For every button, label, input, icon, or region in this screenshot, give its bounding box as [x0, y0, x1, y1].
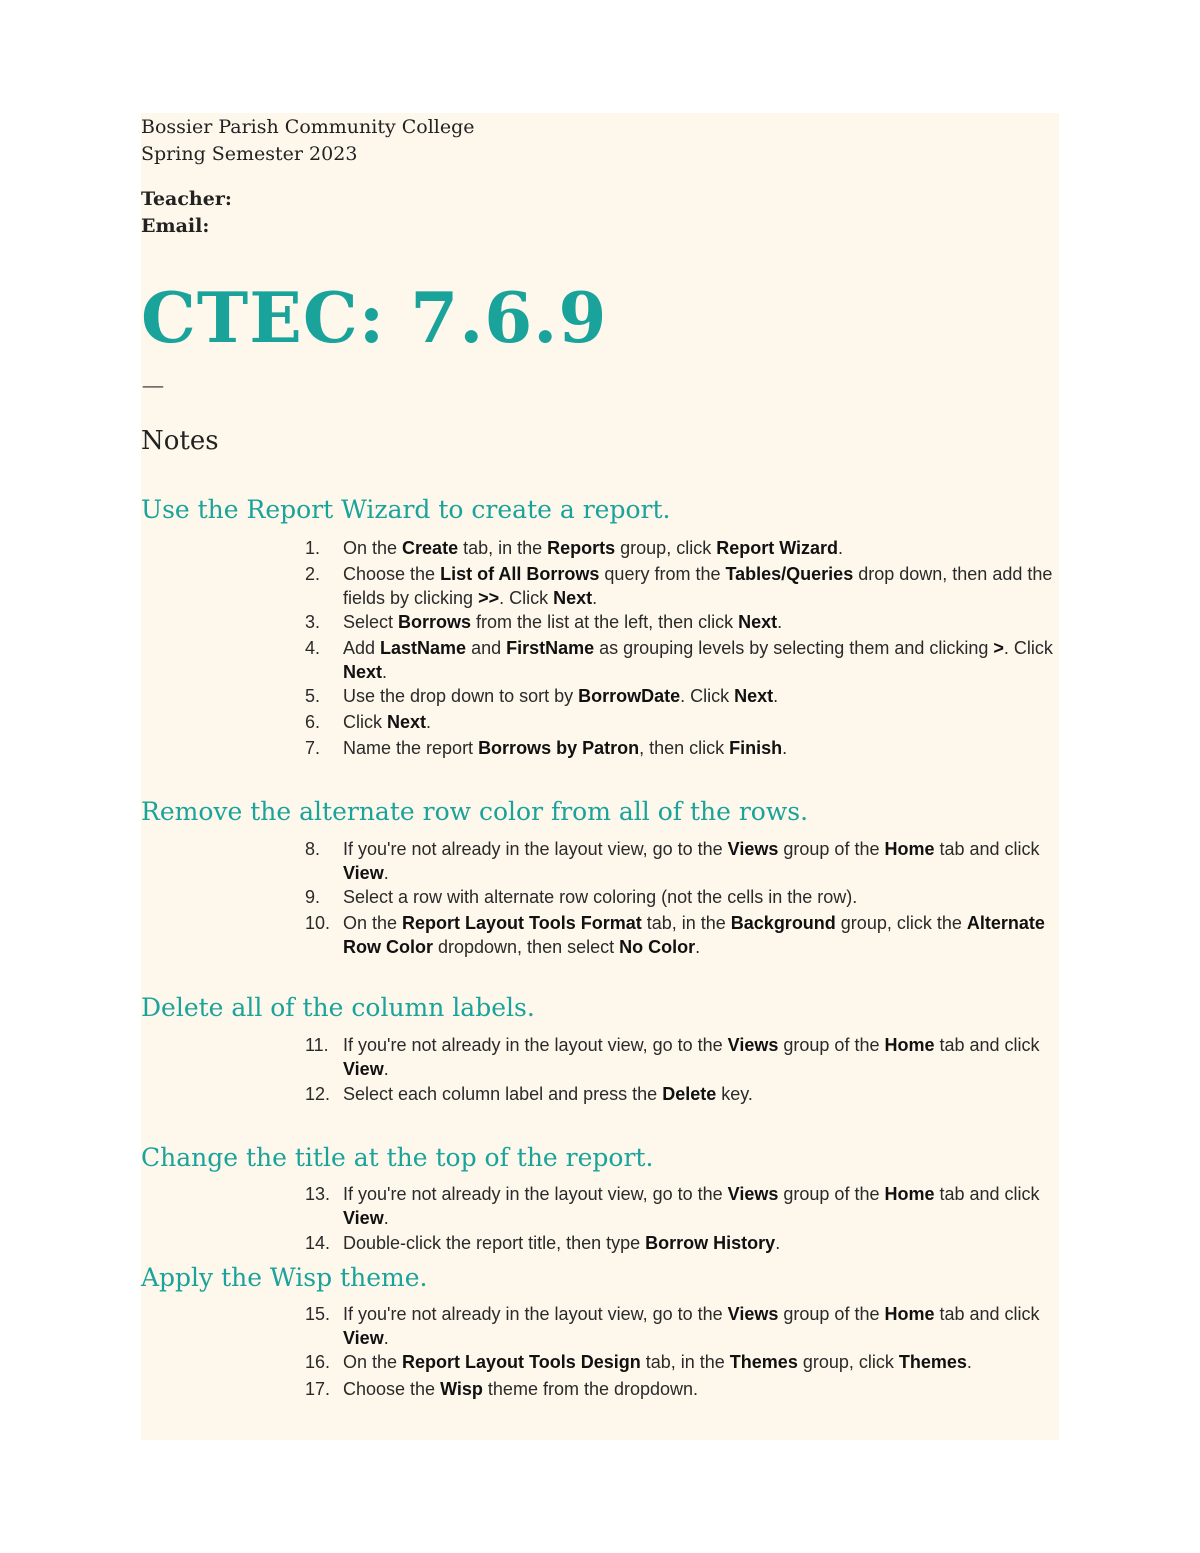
step-text-segment: On the — [343, 913, 403, 933]
step-text-segment: group, click the — [835, 913, 967, 933]
step-number: 15. — [305, 1304, 331, 1324]
step-text-segment: . — [782, 738, 788, 758]
teacher-label: Teacher: — [141, 188, 232, 210]
step-text-bold: Report Wizard — [716, 538, 839, 558]
step-text-bold: FirstName — [506, 638, 595, 658]
step-text-segment: . — [383, 863, 389, 883]
step-number: 16. — [305, 1352, 331, 1372]
step-text-segment: tab, in the — [641, 913, 731, 933]
step-number: 4. — [305, 638, 321, 658]
section-heading: Apply the Wisp theme. — [141, 1263, 428, 1292]
step-text-segment: group, click — [797, 1352, 899, 1372]
step-text — [343, 885, 1065, 909]
step-text-bold: View — [343, 1208, 384, 1228]
step-text-bold: Tables/Queries — [725, 564, 854, 584]
step-text-segment: query from the — [599, 564, 726, 584]
step-text — [343, 911, 1065, 959]
document-title: CTEC: 7.6.9 — [141, 278, 608, 359]
step-text-bold: Borrows — [398, 612, 472, 632]
step-item — [305, 1302, 1065, 1350]
step-text-segment: Add — [343, 638, 381, 658]
step-number: 6. — [305, 712, 321, 732]
step-text-segment: Double-click the report title, then type — [343, 1233, 646, 1253]
step-text-segment: . Click — [1003, 638, 1053, 658]
step-text-bold: Home — [884, 1184, 935, 1204]
step-text-bold: Views — [727, 1304, 779, 1324]
step-item — [305, 885, 1065, 909]
step-text-bold: Next — [343, 662, 383, 682]
step-text-bold: BorrowDate — [578, 686, 681, 706]
section-heading: Change the title at the top of the report. — [141, 1143, 654, 1172]
step-text-segment: Click — [343, 712, 387, 732]
step-text-segment: Name the report — [343, 738, 479, 758]
institution-name: Bossier Parish Community College — [141, 116, 475, 138]
step-number: 5. — [305, 686, 321, 706]
step-text-bold: Alternate Row Color — [343, 913, 1045, 957]
email-label: Email: — [141, 215, 210, 237]
step-text-segment: group, click — [615, 538, 717, 558]
step-text-segment: theme from the dropdown. — [482, 1379, 699, 1399]
step-text-bold: Wisp — [440, 1379, 483, 1399]
step-item — [305, 1231, 1065, 1255]
step-text — [343, 636, 1065, 684]
step-item — [305, 710, 1065, 734]
step-text-bold: LastName — [380, 638, 467, 658]
step-text-segment: . — [383, 1208, 389, 1228]
step-item — [305, 562, 1065, 610]
step-text — [343, 562, 1065, 610]
step-item — [305, 684, 1065, 708]
step-text-segment: . — [695, 937, 701, 957]
step-text — [343, 837, 1065, 885]
step-text-segment: . — [383, 1328, 389, 1348]
step-item — [305, 1182, 1065, 1230]
section-heading: Delete all of the column labels. — [141, 993, 535, 1022]
notes-heading: Notes — [141, 426, 219, 456]
step-text-segment: as grouping levels by selecting them and clicking — [594, 638, 994, 658]
step-text-segment: dropdown, then select — [433, 937, 620, 957]
step-text — [343, 1033, 1065, 1081]
step-number: 1. — [305, 538, 321, 558]
step-text-bold: Report Layout Tools Design — [402, 1352, 641, 1372]
step-item — [305, 636, 1065, 684]
step-text — [343, 684, 1065, 708]
step-text-segment: group of the — [778, 839, 885, 859]
step-text — [343, 736, 1065, 760]
step-text-segment: On the — [343, 1352, 403, 1372]
step-number: 9. — [305, 887, 321, 907]
step-text-bold: Borrows by Patron — [478, 738, 640, 758]
step-text-segment: . Click — [680, 686, 735, 706]
step-text — [343, 1182, 1065, 1230]
step-item — [305, 837, 1065, 885]
step-text-segment: Select each column label and press the — [343, 1084, 663, 1104]
step-text-segment: tab and click — [934, 839, 1040, 859]
step-item — [305, 536, 1065, 560]
step-text-segment: group of the — [778, 1035, 885, 1055]
step-text-bold: View — [343, 863, 384, 883]
step-item — [305, 610, 1065, 634]
step-text-bold: Finish — [729, 738, 783, 758]
step-number: 13. — [305, 1184, 331, 1204]
step-text-bold: View — [343, 1059, 384, 1079]
step-text-segment: Use the drop down to sort by — [343, 686, 579, 706]
step-text-segment: Select a row with alternate row coloring (not the cells in the row). — [343, 887, 858, 907]
step-text-bold: Next — [553, 588, 593, 608]
step-text-bold: Report Layout Tools Format — [402, 913, 642, 933]
step-number: 10. — [305, 913, 331, 933]
step-text-bold: Themes — [898, 1352, 967, 1372]
separator: __ — [143, 368, 164, 388]
step-text-bold: Views — [727, 1184, 779, 1204]
step-text — [343, 536, 1065, 560]
step-text-segment: On the — [343, 538, 403, 558]
step-text-segment: tab and click — [934, 1184, 1040, 1204]
step-text-segment: . — [382, 662, 388, 682]
step-text-segment: tab and click — [934, 1304, 1040, 1324]
step-text-segment: Select — [343, 612, 399, 632]
step-text-segment: group of the — [778, 1304, 885, 1324]
step-text-segment: If you're not already in the layout view, go to the — [343, 839, 728, 859]
step-text-segment: . — [383, 1059, 389, 1079]
step-text-segment: . — [966, 1352, 972, 1372]
step-item — [305, 1350, 1065, 1374]
step-text-bold: Home — [884, 1035, 935, 1055]
step-text — [343, 610, 1065, 634]
step-text-bold: Next — [738, 612, 778, 632]
step-text-segment: from the list at the left, then click — [471, 612, 739, 632]
step-text-segment: tab, in the — [640, 1352, 730, 1372]
step-text-segment: , then click — [639, 738, 730, 758]
step-number: 8. — [305, 839, 321, 859]
step-text-segment: . — [775, 1233, 781, 1253]
step-item — [305, 1377, 1065, 1401]
step-item — [305, 1082, 1065, 1106]
section-heading: Remove the alternate row color from all of the rows. — [141, 797, 809, 826]
step-text-bold: Next — [734, 686, 774, 706]
step-text — [343, 1302, 1065, 1350]
step-text-segment: . — [777, 612, 783, 632]
step-text-bold: Home — [884, 1304, 935, 1324]
step-text-bold: Next — [387, 712, 427, 732]
step-text-bold: Background — [730, 913, 836, 933]
step-text-bold: Themes — [729, 1352, 798, 1372]
step-text-segment: and — [466, 638, 507, 658]
step-text-segment: If you're not already in the layout view, go to the — [343, 1035, 728, 1055]
step-text-bold: Create — [402, 538, 459, 558]
step-text-segment: key. — [716, 1084, 753, 1104]
step-text-bold: No Color — [619, 937, 696, 957]
step-text-bold: Borrow History — [645, 1233, 776, 1253]
step-number: 2. — [305, 564, 321, 584]
step-text-segment: group of the — [778, 1184, 885, 1204]
step-text — [343, 1231, 1065, 1255]
step-text-segment: . — [773, 686, 779, 706]
step-item — [305, 1033, 1065, 1081]
step-text-segment: drop down, then add the fields by clicking — [343, 564, 1053, 608]
step-number: 12. — [305, 1084, 331, 1104]
step-text-segment: Choose the — [343, 1379, 441, 1399]
step-text-bold: >> — [478, 588, 500, 608]
step-text-bold: List of All Borrows — [440, 564, 600, 584]
step-text-segment: . — [426, 712, 432, 732]
step-text — [343, 710, 1065, 734]
step-number: 3. — [305, 612, 321, 632]
step-item — [305, 736, 1065, 760]
step-text-segment: . — [592, 588, 598, 608]
step-text-bold: Views — [727, 839, 779, 859]
step-text-segment: If you're not already in the layout view, go to the — [343, 1304, 728, 1324]
step-text-segment: . — [838, 538, 844, 558]
step-text-segment: tab and click — [934, 1035, 1040, 1055]
step-text-bold: Home — [884, 839, 935, 859]
step-text-segment: tab, in the — [458, 538, 548, 558]
step-text-segment: Choose the — [343, 564, 441, 584]
step-number: 14. — [305, 1233, 331, 1253]
step-number: 17. — [305, 1379, 331, 1399]
section-heading: Use the Report Wizard to create a report. — [141, 495, 671, 524]
step-number: 11. — [305, 1035, 329, 1055]
step-item — [305, 911, 1065, 959]
step-text-bold: Delete — [662, 1084, 717, 1104]
semester: Spring Semester 2023 — [141, 143, 358, 165]
step-text-bold: Views — [727, 1035, 779, 1055]
step-text-segment: . Click — [499, 588, 554, 608]
step-number: 7. — [305, 738, 321, 758]
step-text-bold: Reports — [547, 538, 616, 558]
step-text-bold: View — [343, 1328, 384, 1348]
step-text — [343, 1350, 1065, 1374]
step-text-segment: If you're not already in the layout view, go to the — [343, 1184, 728, 1204]
step-text — [343, 1377, 1065, 1401]
step-text-bold: > — [993, 638, 1004, 658]
step-text — [343, 1082, 1065, 1106]
